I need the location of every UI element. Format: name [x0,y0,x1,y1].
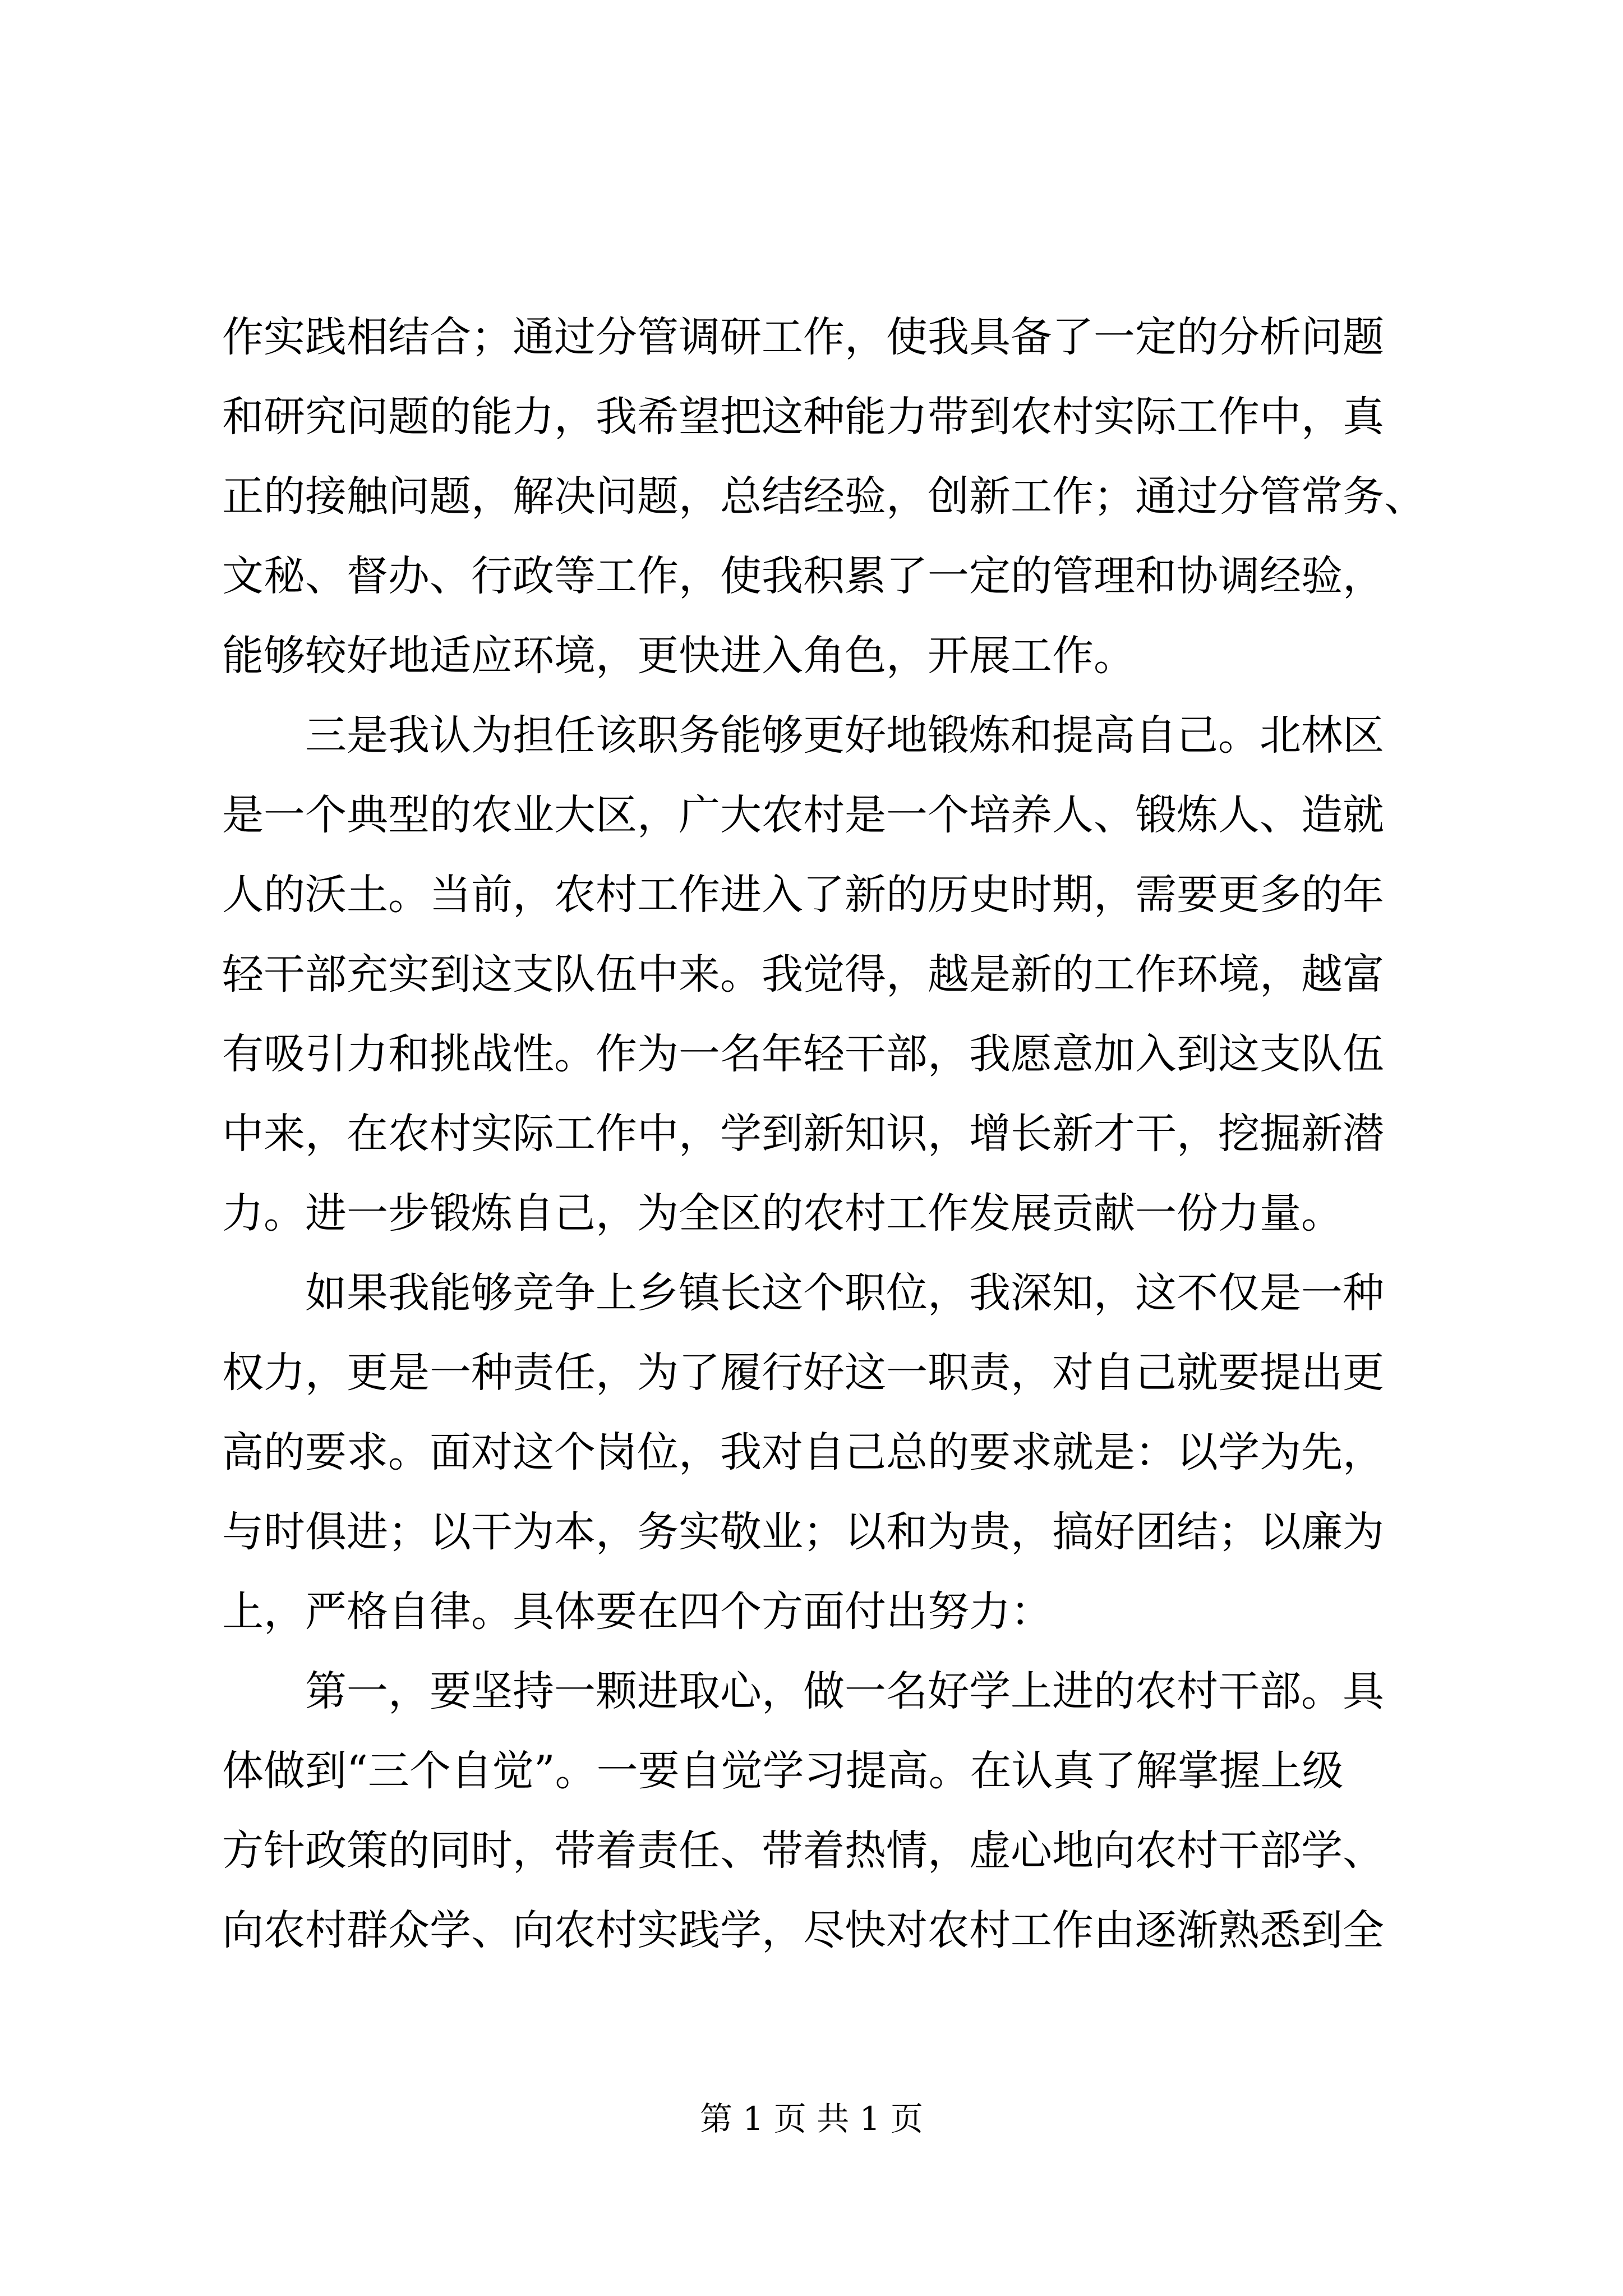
paragraph [222,696,1467,1253]
text-line: 上，严格自律。具体要在四个方面付出努力： [222,1588,1052,1636]
page-footer [0,2092,1623,2139]
page-number: 第 1 页 共 1 页 [700,2100,923,2138]
text-line: 轻干部充实到这支队伍中来。我觉得，越是新的工作环境，越富 [222,950,1384,999]
text-line: 和研究问题的能力，我希望把这种能力带到农村实际工作中，真 [222,393,1384,441]
text-line: 权力，更是一种责任，为了履行好这一职责，对自己就要提出更 [222,1349,1384,1397]
paragraph [222,1651,1467,1970]
text-line: 第一，要坚持一颗进取心，做一名好学上进的农村干部。具 [305,1667,1384,1715]
text-line: 正的接触问题，解决问题，总结经验，创新工作；通过分管常务、 [222,472,1426,521]
paragraph [222,1253,1467,1651]
text-line: 力。进一步锻炼自己，为全区的农村工作发展贡献一份力量。 [222,1189,1343,1237]
text-line: 能够较好地适应环境，更快进入角色，开展工作。 [222,632,1135,680]
text-line: 文秘、督办、行政等工作，使我积累了一定的管理和协调经验， [222,552,1384,600]
paragraph [222,297,1467,696]
text-line: 有吸引力和挑战性。作为一名年轻干部，我愿意加入到这支队伍 [222,1030,1384,1078]
text-line: 向农村群众学、向农村实践学，尽快对农村工作由逐渐熟悉到全 [222,1906,1384,1954]
text-line: 中来，在农村实际工作中，学到新知识，增长新才干，挖掘新潜 [222,1110,1384,1158]
text-line: 三是我认为担任该职务能够更好地锻炼和提高自己。北林区 [305,711,1384,760]
text-line: 人的沃土。当前，农村工作进入了新的历史时期，需要更多的年 [222,871,1384,919]
body-text [222,297,1467,1970]
text-line: 体做到“三个自觉”。一要自觉学习提高。在认真了解掌握上级 [222,1747,1344,1795]
text-line: 作实践相结合；通过分管调研工作，使我具备了一定的分析问题 [222,313,1384,361]
text-line: 与时俱进；以干为本，务实敬业；以和为贵，搞好团结；以廉为 [222,1508,1384,1556]
text-line: 是一个典型的农业大区，广大农村是一个培养人、锻炼人、造就 [222,791,1384,839]
text-line: 如果我能够竞争上乡镇长这个职位，我深知，这不仅是一种 [305,1269,1384,1317]
text-line: 方针政策的同时，带着责任、带着热情，虚心地向农村干部学、 [222,1826,1384,1875]
text-line: 高的要求。面对这个岗位，我对自己总的要求就是：以学为先， [222,1428,1384,1476]
